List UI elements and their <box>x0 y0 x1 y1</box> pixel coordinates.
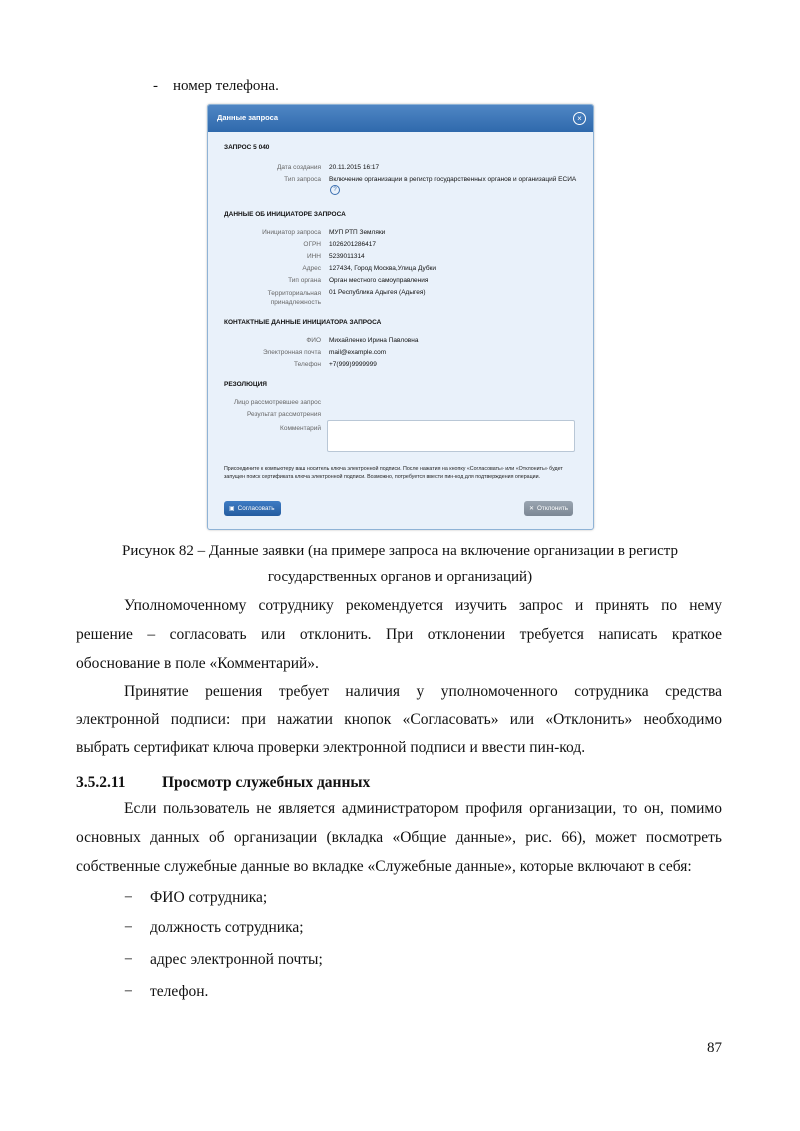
resolution-section-title: РЕЗОЛЮЦИЯ <box>224 381 267 388</box>
field-label-territory: Территориальная принадлежность <box>267 290 321 306</box>
close-icon[interactable]: × <box>573 112 586 125</box>
field-value-phone: +7(999)9999999 <box>329 361 377 368</box>
page-number: 87 <box>707 1040 722 1056</box>
comment-textarea[interactable] <box>327 420 575 452</box>
field-value-request-type <box>329 175 577 195</box>
list-item <box>124 950 323 970</box>
figure-caption-line-2: государственных органов и организаций) <box>267 569 533 585</box>
list-dash: - <box>153 78 158 94</box>
field-label-phone: Телефон <box>294 361 321 368</box>
field-value-ogrn: 1026201286417 <box>329 241 376 248</box>
contact-section-title: КОНТАКТНЫЕ ДАННЫЕ ИНИЦИАТОРА ЗАПРОСА <box>224 319 382 326</box>
list-item-text: ФИО сотрудника; <box>150 889 268 906</box>
dialog-title: Данные запроса <box>217 113 279 122</box>
request-type-text: Включение организации в регистр государственных органов и организаций ЕСИА <box>329 176 577 183</box>
paragraph-2-line-2: электронной подписи: при нажатии кнопок «Согласовать» или «Отклонить» необходимо <box>76 711 722 728</box>
field-label-result: Результат рассмотрения <box>247 411 321 418</box>
request-details-dialog <box>207 104 594 530</box>
paragraph-1-line-1: Уполномоченному сотруднику рекомендуется изучить запрос и принять по нему <box>124 597 722 614</box>
field-label-ogrn: ОГРН <box>303 241 321 248</box>
section-heading <box>76 773 370 793</box>
list-item <box>124 888 267 908</box>
list-dash: − <box>124 983 133 1000</box>
signature-hint: Присоедините к компьютеру ваш носитель ключа электронной подписи. После нажатия на кнопку «Согласовать» или «Отклонить» будет запущен поиск сертификата ключа электронной подписи. Возможно, потребуется ввести пин-код для подтверждения операции. <box>224 466 563 480</box>
field-label-authority-type: Тип органа <box>288 277 321 284</box>
field-value-territory: 01 Республика Адыгея (Адыгея) <box>329 289 426 296</box>
list-dash: − <box>124 919 133 936</box>
reject-button-label: Отклонить <box>537 505 569 512</box>
field-label-reviewer: Лицо рассмотревшее запрос <box>233 399 321 406</box>
section-number: 3.5.2.11 <box>76 774 126 791</box>
list-item-text: номер телефона. <box>173 78 279 94</box>
x-icon: ✕ <box>529 506 535 512</box>
list-item-text: телефон. <box>150 983 209 1000</box>
field-label-comment: Комментарий <box>280 425 321 432</box>
paragraph-3-line-2: основных данных об организации (вкладка «Общие данные», рис. 66), может посмотреть <box>76 829 722 846</box>
agree-button[interactable] <box>224 501 281 516</box>
field-label-initiator: Инициатор запроса <box>262 229 321 236</box>
field-label-inn: ИНН <box>306 253 321 260</box>
field-label-address: Адрес <box>302 265 321 272</box>
field-value-fio: Михайленко Ирина Павловна <box>329 337 419 344</box>
field-value-email: mail@example.com <box>329 349 387 356</box>
sign-icon: ▣ <box>229 506 235 512</box>
section-title: Просмотр служебных данных <box>162 774 371 791</box>
paragraph-2-line-1: Принятие решения требует наличия у уполномоченного сотрудника средства <box>124 683 722 700</box>
list-dash: − <box>124 951 133 968</box>
list-item-text: должность сотрудника; <box>150 919 304 936</box>
reject-button[interactable] <box>524 501 573 516</box>
field-value-created: 20.11.2015 16:17 <box>329 164 380 171</box>
paragraph-3-line-1: Если пользователь не является администратором профиля организации, то он, помимо <box>124 800 722 817</box>
request-title: ЗАПРОС 5 040 <box>224 144 270 151</box>
field-label-fio: ФИО <box>306 337 321 344</box>
paragraph-3-line-3: собственные служебные данные во вкладке «Служебные данные», которые включают в себя: <box>76 858 692 875</box>
field-value-inn: 5239011314 <box>329 253 365 260</box>
agree-button-label: Согласовать <box>237 505 275 512</box>
help-icon[interactable]: ? <box>330 185 340 195</box>
field-value-address: 127434, Город Москва,Улица Дубки <box>329 265 437 272</box>
paragraph-1-line-3: обоснование в поле «Комментарий». <box>76 655 319 672</box>
field-label-request-type: Тип запроса <box>284 176 321 183</box>
initiator-section-title: ДАННЫЕ ОБ ИНИЦИАТОРЕ ЗАПРОСА <box>224 211 346 218</box>
field-value-authority-type: Орган местного самоуправления <box>329 277 429 284</box>
paragraph-1-line-2: решение – согласовать или отклонить. При отклонении требуется написать краткое <box>76 626 722 643</box>
dialog-header <box>208 105 593 132</box>
list-dash: − <box>124 889 133 906</box>
paragraph-2-line-3: выбрать сертификат ключа проверки электронной подписи и ввести пин-код. <box>76 739 586 756</box>
list-item <box>124 918 304 938</box>
dialog-body <box>208 132 593 529</box>
field-label-created: Дата создания <box>276 164 321 171</box>
list-item-phone <box>153 76 279 96</box>
list-item <box>124 982 208 1002</box>
field-label-email: Электронная почта <box>262 349 321 356</box>
list-item-text: адрес электронной почты; <box>150 951 323 968</box>
field-value-initiator: МУП РТП Земляки <box>329 229 386 236</box>
figure-caption-line-1: Рисунок 82 – Данные заявки (на примере запроса на включение организации в регистр <box>122 543 678 559</box>
